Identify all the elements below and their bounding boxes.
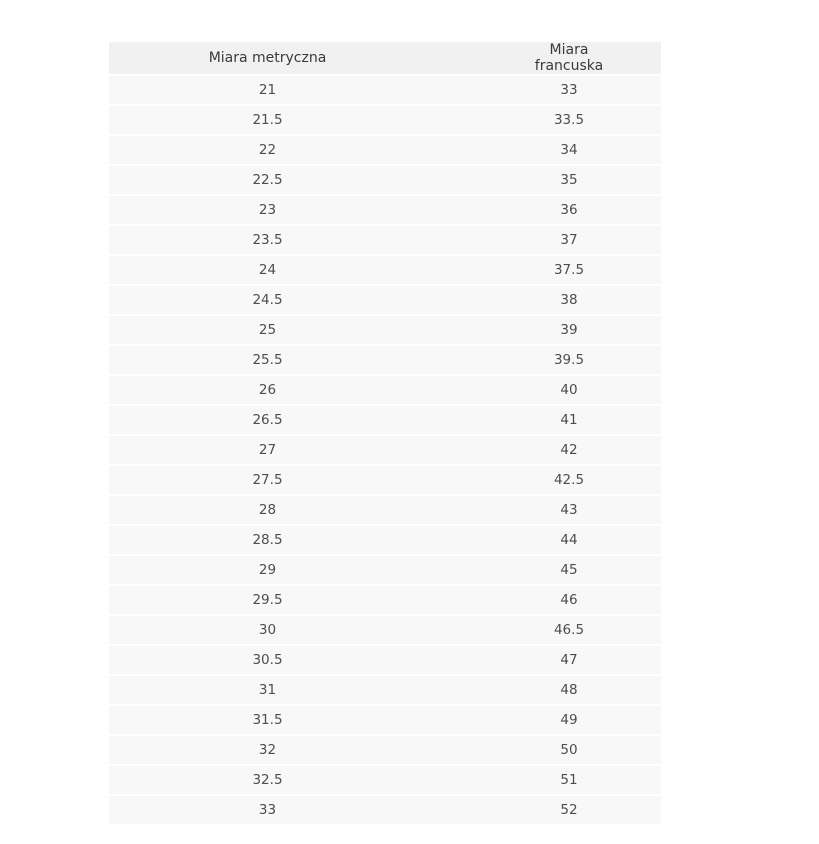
table-header <box>109 42 661 74</box>
metric-size-cell <box>109 734 426 764</box>
metric-size-value: 31.5 <box>252 712 283 728</box>
metric-size-cell <box>109 374 426 404</box>
metric-size-cell <box>109 434 426 464</box>
french-size-value: 37 <box>560 232 578 248</box>
metric-size-cell <box>109 524 426 554</box>
table-row <box>109 644 661 674</box>
metric-size-value: 31 <box>258 682 277 698</box>
french-size-cell <box>426 794 661 824</box>
french-size-cell <box>426 734 661 764</box>
metric-size-value: 25.5 <box>252 352 283 368</box>
size-conversion-table <box>109 42 661 824</box>
french-size-cell <box>426 74 661 104</box>
metric-size-cell <box>109 404 426 434</box>
french-size-cell <box>426 704 661 734</box>
metric-size-cell <box>109 584 426 614</box>
french-size-cell <box>426 134 661 164</box>
table-row <box>109 584 661 614</box>
french-size-cell <box>426 374 661 404</box>
metric-size-value: 28 <box>258 502 277 518</box>
metric-size-cell <box>109 764 426 794</box>
french-size-cell <box>426 494 661 524</box>
french-size-cell <box>426 524 661 554</box>
metric-size-value: 29 <box>258 562 277 578</box>
metric-size-cell <box>109 194 426 224</box>
metric-size-cell <box>109 224 426 254</box>
table-row <box>109 764 661 794</box>
metric-size-cell <box>109 614 426 644</box>
metric-size-cell <box>109 314 426 344</box>
table-body <box>109 74 661 824</box>
french-size-value: 42 <box>560 442 578 458</box>
header-french <box>426 42 661 74</box>
metric-size-value: 33 <box>258 802 277 818</box>
french-size-cell <box>426 314 661 344</box>
header-row <box>109 42 661 74</box>
metric-size-cell <box>109 134 426 164</box>
french-size-value: 46.5 <box>553 622 585 638</box>
french-size-cell <box>426 554 661 584</box>
french-size-cell <box>426 104 661 134</box>
french-size-value: 37.5 <box>553 262 585 278</box>
table-row <box>109 134 661 164</box>
metric-size-value: 27 <box>258 442 277 458</box>
table-row <box>109 674 661 704</box>
table-row <box>109 614 661 644</box>
french-size-value: 39.5 <box>553 352 585 368</box>
metric-size-cell <box>109 104 426 134</box>
metric-size-value: 24.5 <box>252 292 283 308</box>
table-row <box>109 704 661 734</box>
metric-size-value: 26.5 <box>252 412 283 428</box>
french-size-cell <box>426 284 661 314</box>
metric-size-cell <box>109 254 426 284</box>
french-size-value: 34 <box>560 142 578 158</box>
french-size-value: 46 <box>560 592 578 608</box>
french-size-value: 33 <box>560 82 578 98</box>
french-size-cell <box>426 464 661 494</box>
metric-size-value: 30 <box>258 622 277 638</box>
metric-size-cell <box>109 344 426 374</box>
metric-size-cell <box>109 644 426 674</box>
french-size-cell <box>426 194 661 224</box>
metric-size-cell <box>109 464 426 494</box>
french-size-value: 39 <box>560 322 578 338</box>
french-size-value: 49 <box>560 712 578 728</box>
french-size-cell <box>426 674 661 704</box>
metric-size-value: 26 <box>258 382 277 398</box>
table-row <box>109 164 661 194</box>
header-french-label: Miara francuska <box>534 42 604 74</box>
metric-size-value: 30.5 <box>252 652 283 668</box>
table-row <box>109 74 661 104</box>
table-row <box>109 794 661 824</box>
metric-size-value: 25 <box>258 322 277 338</box>
french-size-cell <box>426 434 661 464</box>
french-size-value: 38 <box>560 292 578 308</box>
metric-size-value: 23.5 <box>252 232 283 248</box>
french-size-cell <box>426 404 661 434</box>
metric-size-value: 28.5 <box>252 532 283 548</box>
metric-size-value: 24 <box>258 262 277 278</box>
metric-size-value: 21 <box>258 82 277 98</box>
french-size-cell <box>426 644 661 674</box>
table-row <box>109 554 661 584</box>
table-row <box>109 374 661 404</box>
table-row <box>109 404 661 434</box>
french-size-value: 50 <box>560 742 578 758</box>
table-row <box>109 314 661 344</box>
french-size-cell <box>426 614 661 644</box>
french-size-cell <box>426 584 661 614</box>
table-row <box>109 254 661 284</box>
french-size-value: 52 <box>560 802 578 818</box>
french-size-value: 41 <box>560 412 578 428</box>
french-size-value: 35 <box>560 172 578 188</box>
metric-size-cell <box>109 794 426 824</box>
metric-size-value: 23 <box>258 202 277 218</box>
table-row <box>109 104 661 134</box>
metric-size-value: 22.5 <box>252 172 283 188</box>
table-row <box>109 344 661 374</box>
french-size-cell <box>426 344 661 374</box>
french-size-cell <box>426 764 661 794</box>
french-size-value: 44 <box>560 532 578 548</box>
metric-size-cell <box>109 164 426 194</box>
metric-size-cell <box>109 704 426 734</box>
table-row <box>109 434 661 464</box>
table-row <box>109 734 661 764</box>
table-row <box>109 524 661 554</box>
french-size-value: 42.5 <box>553 472 585 488</box>
metric-size-cell <box>109 284 426 314</box>
french-size-value: 48 <box>560 682 578 698</box>
table-row <box>109 464 661 494</box>
french-size-value: 36 <box>560 202 578 218</box>
metric-size-value: 29.5 <box>252 592 283 608</box>
french-size-value: 40 <box>560 382 578 398</box>
table-row <box>109 194 661 224</box>
table-row <box>109 224 661 254</box>
french-size-value: 45 <box>560 562 578 578</box>
french-size-value: 47 <box>560 652 578 668</box>
metric-size-cell <box>109 674 426 704</box>
metric-size-cell <box>109 74 426 104</box>
table-row <box>109 494 661 524</box>
metric-size-cell <box>109 554 426 584</box>
metric-size-value: 32 <box>258 742 277 758</box>
french-size-value: 43 <box>560 502 578 518</box>
table-row <box>109 284 661 314</box>
french-size-value: 33.5 <box>553 112 585 128</box>
french-size-value: 51 <box>560 772 578 788</box>
header-metric-label: Miara metryczna <box>208 50 327 66</box>
french-size-cell <box>426 224 661 254</box>
metric-size-value: 21.5 <box>252 112 283 128</box>
header-metric <box>109 42 426 74</box>
french-size-cell <box>426 164 661 194</box>
metric-size-value: 32.5 <box>252 772 283 788</box>
metric-size-value: 22 <box>258 142 277 158</box>
french-size-cell <box>426 254 661 284</box>
metric-size-value: 27.5 <box>252 472 283 488</box>
metric-size-cell <box>109 494 426 524</box>
